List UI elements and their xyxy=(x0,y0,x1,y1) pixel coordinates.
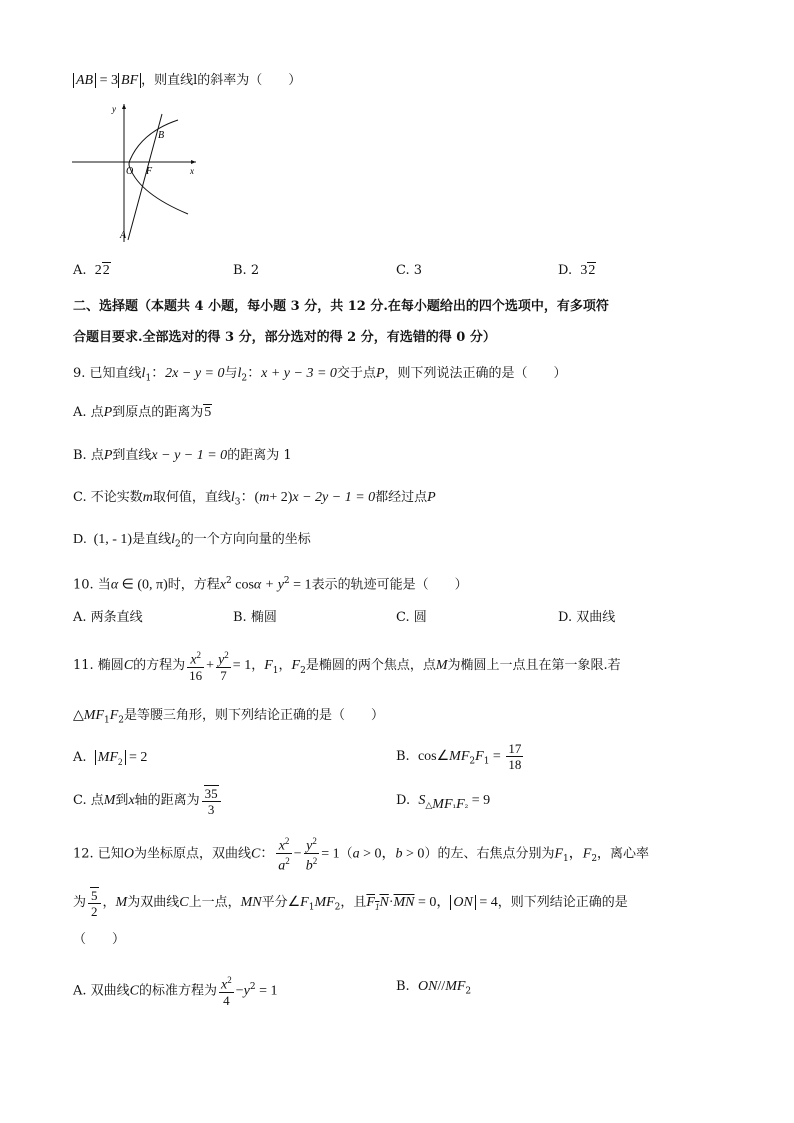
section2-heading-1: 二、选择题（本题共 4 小题，每小题 3 分，共 12 分.在每小题给出的四个选项中，有多项符 xyxy=(73,299,609,314)
q11-option-b: B. $\cos\angle MF_2F_1$ = $\frac{17}{18}$ xyxy=(396,741,522,772)
q9-option-d: D. (1, - 1)是直线$l_2$的一个方向向量的坐标 xyxy=(73,532,311,550)
q8-option-d: D. 32 xyxy=(558,263,596,278)
y-axis-arrow xyxy=(122,104,126,109)
q9-stem: 9. 已知直线$l_1$：2x − y = 0与$l_2$：x + y − 3 = 0交于点P，则下列说法正确的是（ ） xyxy=(73,366,567,384)
q8-option-c: C. 3 xyxy=(396,263,423,278)
q8-option-b: B. 2 xyxy=(233,263,260,278)
q12-stem-line2: 为 $\frac{5}{2}$ ，M为双曲线C上一点，MN平分$\angle F_1MF_2$，且$F_1N\cdot\overline{MN} = 0$， ON = 4，则下列结论正确的是 xyxy=(73,887,628,919)
line-l xyxy=(128,114,165,240)
label-a: A xyxy=(120,230,127,241)
q10-option-d: D. 双曲线 xyxy=(558,610,616,625)
q11-stem-line2: $\triangle MF_1F_2$是等腰三角形，则下列结论正确的是（ ） xyxy=(73,708,385,726)
q9-option-b: B. 点P到直线x − y − 1 = 0的距离为 1 xyxy=(73,448,292,463)
q11-option-c: C. 点M到x轴的距离为 $\frac{35}{3}$ xyxy=(73,784,223,818)
label-f: F xyxy=(146,166,153,177)
q9-option-a: A. 点P到原点的距离为5 xyxy=(73,405,212,420)
abs-ab: AB = 3 BF xyxy=(73,73,141,88)
q10-option-b: B. 椭圆 xyxy=(233,610,277,625)
x-axis-arrow xyxy=(191,160,196,164)
q11-option-a: A. $MF_2 = 2$ xyxy=(73,750,148,767)
label-b: B xyxy=(158,130,165,141)
q12-stem-line3: （ ） xyxy=(73,932,126,947)
q10-option-a: A. 两条直线 xyxy=(73,610,143,625)
label-y: y xyxy=(112,104,116,114)
q12-option-b: B. $ON//MF_2$ xyxy=(396,979,472,997)
q8-option-a: A. 22 xyxy=(73,263,110,278)
q9-option-c: C. 不论实数m取何值，直线$l_3$：(m+ 2)x − 2y − 1 = 0都经过点P xyxy=(73,490,436,508)
q12-option-a: A. 双曲线C的标准方程为 $\frac{x^2}{4}$ $-y^2 = 1$ xyxy=(73,975,278,1009)
q10-option-c: C. 圆 xyxy=(396,610,427,625)
q10-stem: 10. 当α ∈ (0, π)时，方程$x^2$ $\cos\alpha + y^2 = 1$表示的轨迹可能是（ ） xyxy=(73,576,468,593)
q11-stem: 11. 椭圆C的方程为 $\frac{x^2}{16}$ + $\frac{y^2}{7}$ = 1，$F_1$，$F_2$是椭圆的两个焦点，点M为椭圆上一点且在第一象限.若 xyxy=(73,650,621,684)
q8-stem: AB = 3 BF ，则直线l的斜率为（ ） xyxy=(73,72,301,90)
label-o: O xyxy=(126,166,134,177)
section2-heading-2: 合题目要求.全部选对的得 3 分，部分选对的得 2 分，有选错的得 0 分） xyxy=(73,330,496,345)
q11-option-d: D. $S_{\triangle MF_1F_2} = 9$ xyxy=(396,793,491,812)
q12-stem: 12. 已知O为坐标原点，双曲线C： $\frac{x^2}{a^2}$ − $\frac{y^2}{b^2}$ = 1（a > 0，b > 0）的左、右焦点分别为$F_1$，$F_2$，离心率 xyxy=(73,836,650,874)
label-x: x xyxy=(190,166,194,176)
q8-graph xyxy=(70,102,200,247)
